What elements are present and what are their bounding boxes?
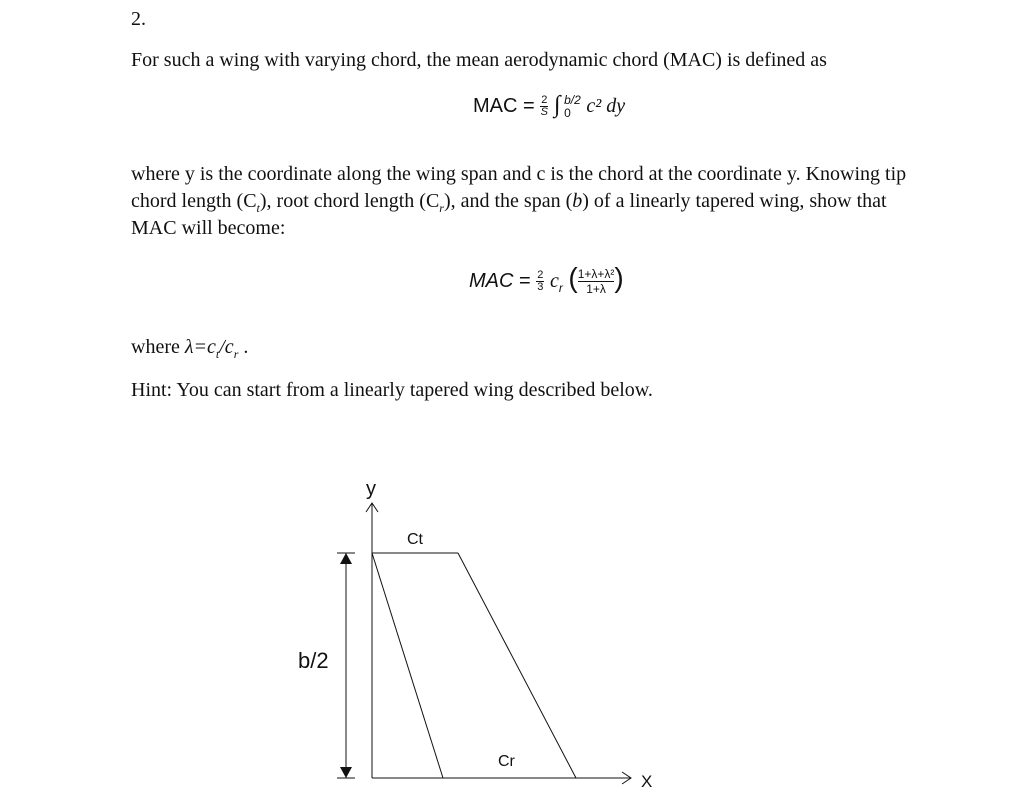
eq1-equals: =	[523, 95, 535, 117]
span-dimension-top-arrow	[340, 553, 352, 564]
problem-number: 2.	[131, 8, 146, 30]
where-line-1: where y is the coordinate along the wing span and c is the chord at the coordinate y. Knowing tip	[131, 163, 907, 185]
eq1-lhs: MAC	[473, 95, 518, 117]
wing-mid-line	[372, 553, 443, 778]
integral-sign: ∫	[553, 92, 561, 118]
where-line-3: MAC will become:	[131, 217, 286, 239]
lambda-def-root-subscript: r	[233, 347, 239, 361]
where-line-2-part-c: ), and the span (	[443, 190, 573, 212]
lambda-def-part-a: where	[131, 336, 185, 358]
where-line-2-part-b: ), root chord length (C	[259, 190, 440, 212]
eq2-coef-num: 2	[537, 269, 544, 282]
eq2-lhs: MAC	[469, 270, 514, 292]
eq1-coef-den: S	[540, 106, 548, 119]
tip-chord-label: Ct	[407, 531, 423, 548]
span-dimension-bottom-arrow	[340, 767, 352, 778]
lambda-def-part-d: .	[238, 336, 249, 358]
lambda-def-part-b: λ=c	[184, 336, 216, 358]
lambda-def-tip-subscript: t	[215, 347, 220, 361]
hint-text: Hint: You can start from a linearly tapered wing described below.	[131, 379, 653, 401]
eq1-integrand: c² dy	[586, 95, 626, 117]
x-axis-label: X	[641, 772, 653, 788]
intro-text: For such a wing with varying chord, the mean aerodynamic chord (MAC) is defined as	[131, 49, 827, 71]
span-symbol: b	[572, 190, 583, 212]
eq2-frac-den: 1+λ	[578, 281, 615, 296]
span-label: b/2	[298, 648, 329, 673]
eq2-equals: =	[519, 270, 531, 292]
eq2-cr-subscript: r	[558, 281, 563, 295]
eq2-left-paren: (	[568, 262, 578, 293]
root-subscript: r	[439, 201, 444, 215]
where-line-2-part-a: chord length (C	[131, 190, 257, 212]
eq2-cr: c	[549, 270, 559, 292]
where-line-2-part-d: ) of a linearly tapered wing, show that	[582, 190, 887, 212]
tip-subscript: t	[256, 201, 260, 215]
eq1-coef-num: 2	[541, 94, 548, 107]
integral-lower-limit: 0	[564, 105, 571, 120]
eq2-frac-num: 1+λ+λ²	[577, 267, 615, 282]
wing-trailing-edge	[458, 553, 576, 778]
eq2-coef-den: 3	[537, 281, 544, 294]
lambda-def-part-c: /c	[219, 336, 234, 358]
y-axis-label: y	[366, 478, 376, 500]
root-chord-label: Cr	[498, 753, 515, 770]
eq2-right-paren: )	[614, 262, 624, 293]
integral-upper-limit: b/2	[564, 92, 581, 107]
